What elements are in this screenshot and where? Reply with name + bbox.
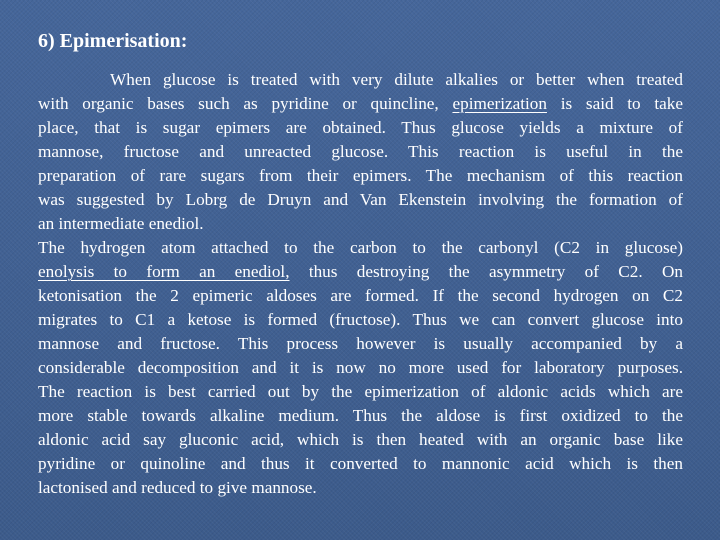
- body-line: mannose and fructose. This process however is usually accompanied by a: [38, 334, 683, 353]
- body-line: an intermediate enediol.: [38, 214, 204, 233]
- underlined-term: enolysis to form an enediol,: [38, 262, 290, 281]
- body-line: migrates to C1 a ketose is formed (fructose). Thus we can convert glucose into: [38, 310, 683, 329]
- body-line: mannose, fructose and unreacted glucose. This reaction is useful in the: [38, 142, 683, 161]
- body-line: preparation of rare sugars from their epimers. The mechanism of this reaction: [38, 166, 683, 185]
- body-line: ketonisation the 2 epimeric aldoses are formed. If the second hydrogen on C2: [38, 286, 683, 305]
- body-line: aldonic acid say gluconic acid, which is then heated with an organic base like: [38, 430, 683, 449]
- body-line: enolysis to form an enediol, thus destroying the asymmetry of C2. On: [38, 262, 683, 281]
- body-line: When glucose is treated with very dilute alkalies or better when treated: [110, 70, 683, 89]
- body-line: with organic bases such as pyridine or quincline, epimerization is said to take: [38, 94, 683, 113]
- slide-title: 6) Epimerisation:: [38, 30, 188, 52]
- body-line: place, that is sugar epimers are obtained. Thus glucose yields a mixture of: [38, 118, 683, 137]
- body-line: lactonised and reduced to give mannose.: [38, 478, 317, 497]
- body-line: The hydrogen atom attached to the carbon to the carbonyl (C2 in glucose): [38, 238, 683, 257]
- slide-body: [38, 68, 683, 500]
- body-line: was suggested by Lobrg de Druyn and Van Ekenstein involving the formation of: [38, 190, 683, 209]
- body-line: pyridine or quinoline and thus it converted to mannonic acid which is then: [38, 454, 683, 473]
- body-line: more stable towards alkaline medium. Thus the aldose is first oxidized to the: [38, 406, 683, 425]
- body-line: considerable decomposition and it is now no more used for laboratory purposes.: [38, 358, 683, 377]
- body-line: The reaction is best carried out by the epimerization of aldonic acids which are: [38, 382, 683, 401]
- underlined-term: epimerization: [452, 94, 547, 113]
